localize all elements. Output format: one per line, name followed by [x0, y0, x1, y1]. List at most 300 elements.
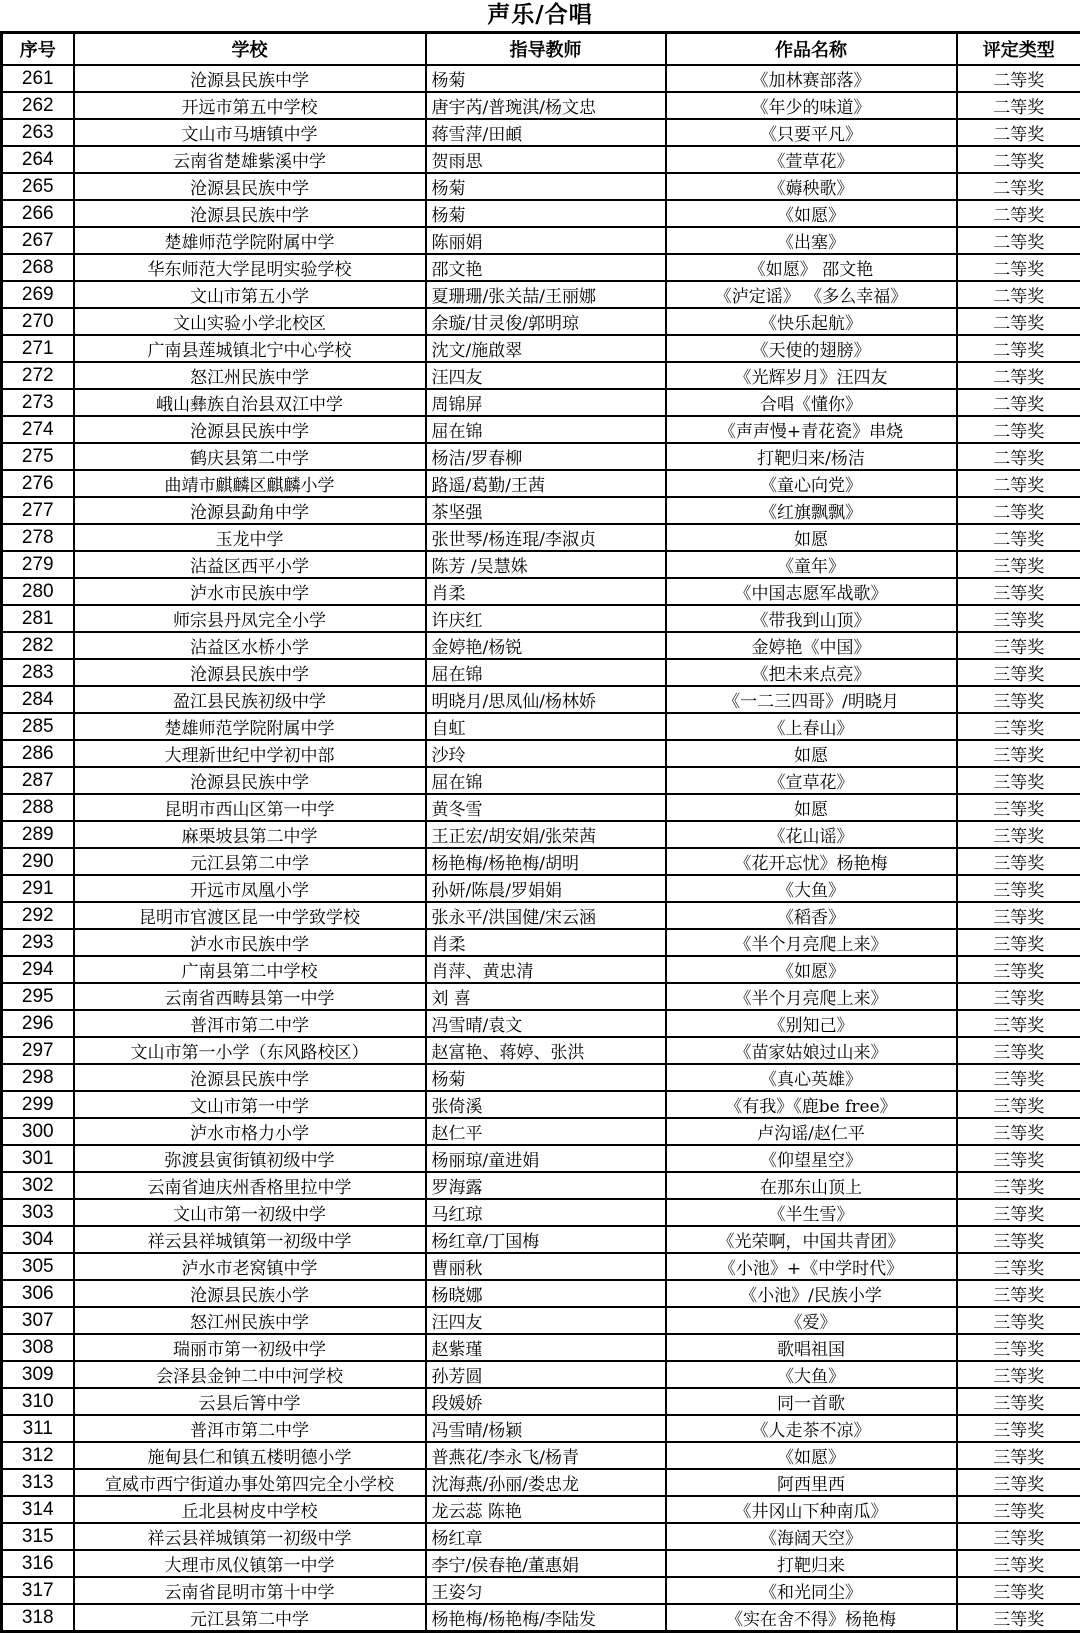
- cell-work: 《有我》《鹿be free》: [666, 1091, 957, 1118]
- cell-work: 《一二三四哥》/明晓月: [666, 686, 957, 713]
- cell-award: 二等奖: [957, 335, 1080, 362]
- cell-work: 《红旗飘飘》: [666, 497, 957, 524]
- cell-seq: 272: [2, 362, 74, 389]
- cell-seq: 306: [2, 1280, 74, 1307]
- cell-school: 昆明市西山区第一中学: [74, 794, 426, 821]
- cell-award: 二等奖: [957, 227, 1080, 254]
- cell-seq: 292: [2, 902, 74, 929]
- table-row: [2, 713, 1080, 740]
- cell-seq: 277: [2, 497, 74, 524]
- cell-award: 二等奖: [957, 119, 1080, 146]
- cell-work: 《光辉岁月》汪四友: [666, 362, 957, 389]
- cell-school: 祥云县祥城镇第一初级中学: [74, 1523, 426, 1550]
- cell-school: 普洱市第二中学: [74, 1415, 426, 1442]
- cell-work: 《把未来点亮》: [666, 659, 957, 686]
- cell-award: 二等奖: [957, 281, 1080, 308]
- cell-seq: 282: [2, 632, 74, 659]
- table-row: [2, 1604, 1080, 1632]
- cell-work: 《半个月亮爬上来》: [666, 983, 957, 1010]
- cell-school: 泸水市民族中学: [74, 929, 426, 956]
- cell-seq: 293: [2, 929, 74, 956]
- table-row: [2, 416, 1080, 443]
- cell-teacher: 赵仁平: [426, 1118, 666, 1145]
- cell-work: 歌唱祖国: [666, 1334, 957, 1361]
- cell-seq: 291: [2, 875, 74, 902]
- cell-work: 《大鱼》: [666, 875, 957, 902]
- cell-award: 三等奖: [957, 578, 1080, 605]
- cell-work: 《半个月亮爬上来》: [666, 929, 957, 956]
- cell-award: 三等奖: [957, 1442, 1080, 1469]
- table-row: [2, 1145, 1080, 1172]
- cell-school: 广南县第二中学校: [74, 956, 426, 983]
- table-row: [2, 1064, 1080, 1091]
- table-row: [2, 443, 1080, 470]
- cell-seq: 309: [2, 1361, 74, 1388]
- cell-seq: 311: [2, 1415, 74, 1442]
- cell-award: 三等奖: [957, 1118, 1080, 1145]
- cell-seq: 270: [2, 308, 74, 335]
- cell-work: 《如愿》: [666, 956, 957, 983]
- cell-school: 宣威市西宁街道办事处第四完全小学校: [74, 1469, 426, 1496]
- cell-teacher: 余璇/甘灵俊/郭明琼: [426, 308, 666, 335]
- table-row: [2, 1496, 1080, 1523]
- table-row: [2, 1091, 1080, 1118]
- cell-seq: 304: [2, 1226, 74, 1253]
- cell-seq: 266: [2, 200, 74, 227]
- cell-school: 元江县第二中学: [74, 1604, 426, 1632]
- cell-school: 玉龙中学: [74, 524, 426, 551]
- cell-school: 沧源县民族小学: [74, 1280, 426, 1307]
- cell-teacher: 刘 喜: [426, 983, 666, 1010]
- cell-award: 三等奖: [957, 1307, 1080, 1334]
- cell-award: 二等奖: [957, 254, 1080, 281]
- table-row: [2, 335, 1080, 362]
- cell-seq: 312: [2, 1442, 74, 1469]
- cell-work: 《薅秧歌》: [666, 173, 957, 200]
- cell-school: 怒江州民族中学: [74, 1307, 426, 1334]
- table-row: [2, 686, 1080, 713]
- table-row: [2, 1550, 1080, 1577]
- cell-school: 元江县第二中学: [74, 848, 426, 875]
- cell-teacher: 汪四友: [426, 362, 666, 389]
- cell-school: 文山实验小学北校区: [74, 308, 426, 335]
- cell-award: 三等奖: [957, 1550, 1080, 1577]
- cell-award: 三等奖: [957, 1037, 1080, 1064]
- cell-seq: 283: [2, 659, 74, 686]
- cell-teacher: 张永平/洪国健/宋云涵: [426, 902, 666, 929]
- cell-work: 《出塞》: [666, 227, 957, 254]
- cell-work: 《如愿》: [666, 200, 957, 227]
- column-header-teacher: 指导教师: [426, 33, 666, 66]
- cell-school: 泸水市老窝镇中学: [74, 1253, 426, 1280]
- cell-school: 曲靖市麒麟区麒麟小学: [74, 470, 426, 497]
- table-row: [2, 362, 1080, 389]
- cell-teacher: 杨丽琼/童进娟: [426, 1145, 666, 1172]
- cell-work: 《带我到山顶》: [666, 605, 957, 632]
- cell-seq: 298: [2, 1064, 74, 1091]
- cell-seq: 303: [2, 1199, 74, 1226]
- cell-award: 二等奖: [957, 524, 1080, 551]
- cell-teacher: 张倚溪: [426, 1091, 666, 1118]
- cell-work: 卢沟谣/赵仁平: [666, 1118, 957, 1145]
- cell-teacher: 屈在锦: [426, 767, 666, 794]
- cell-seq: 279: [2, 551, 74, 578]
- cell-school: 沧源县民族中学: [74, 767, 426, 794]
- cell-teacher: 沈文/施啟翠: [426, 335, 666, 362]
- cell-school: 麻栗坡县第二中学: [74, 821, 426, 848]
- cell-award: 二等奖: [957, 173, 1080, 200]
- cell-teacher: 杨菊: [426, 173, 666, 200]
- cell-award: 二等奖: [957, 443, 1080, 470]
- table-row: [2, 146, 1080, 173]
- table-row: [2, 227, 1080, 254]
- cell-teacher: 屈在锦: [426, 416, 666, 443]
- cell-award: 三等奖: [957, 1199, 1080, 1226]
- cell-teacher: 杨红章: [426, 1523, 666, 1550]
- cell-work: 《宣草花》: [666, 767, 957, 794]
- cell-school: 沧源县民族中学: [74, 173, 426, 200]
- cell-school: 沧源县民族中学: [74, 416, 426, 443]
- cell-teacher: 唐宇芮/普琬淇/杨文忠: [426, 92, 666, 119]
- table-row: [2, 1469, 1080, 1496]
- cell-award: 三等奖: [957, 983, 1080, 1010]
- cell-work: 《仰望星空》: [666, 1145, 957, 1172]
- cell-teacher: 杨菊: [426, 65, 666, 92]
- table-row: [2, 1361, 1080, 1388]
- table-row: [2, 659, 1080, 686]
- cell-teacher: 赵紫瑾: [426, 1334, 666, 1361]
- cell-teacher: 沙玲: [426, 740, 666, 767]
- cell-teacher: 杨红章/丁国梅: [426, 1226, 666, 1253]
- cell-award: 三等奖: [957, 1145, 1080, 1172]
- cell-work: 阿西里西: [666, 1469, 957, 1496]
- cell-teacher: 汪四友: [426, 1307, 666, 1334]
- column-header-work: 作品名称: [666, 33, 957, 66]
- cell-school: 沾益区水桥小学: [74, 632, 426, 659]
- cell-seq: 286: [2, 740, 74, 767]
- cell-seq: 263: [2, 119, 74, 146]
- cell-work: 《爱》: [666, 1307, 957, 1334]
- cell-school: 大理新世纪中学初中部: [74, 740, 426, 767]
- table-row: [2, 1118, 1080, 1145]
- table-row: [2, 794, 1080, 821]
- cell-seq: 316: [2, 1550, 74, 1577]
- cell-teacher: 马红琼: [426, 1199, 666, 1226]
- cell-teacher: 赵富艳、蒋婷、张洪: [426, 1037, 666, 1064]
- cell-seq: 276: [2, 470, 74, 497]
- cell-work: 《海阔天空》: [666, 1523, 957, 1550]
- table-row: [2, 1307, 1080, 1334]
- cell-seq: 264: [2, 146, 74, 173]
- cell-teacher: 曹丽秋: [426, 1253, 666, 1280]
- table-row: [2, 1199, 1080, 1226]
- cell-school: 会泽县金钟二中中河学校: [74, 1361, 426, 1388]
- cell-work: 《只要平凡》: [666, 119, 957, 146]
- cell-teacher: 杨洁/罗春柳: [426, 443, 666, 470]
- cell-award: 三等奖: [957, 1334, 1080, 1361]
- cell-school: 楚雄师范学院附属中学: [74, 227, 426, 254]
- cell-work: 《实在舍不得》杨艳梅: [666, 1604, 957, 1632]
- cell-work: 《别知己》: [666, 1010, 957, 1037]
- table-row: [2, 173, 1080, 200]
- cell-school: 沧源县民族中学: [74, 1064, 426, 1091]
- cell-teacher: 杨晓娜: [426, 1280, 666, 1307]
- table-row: [2, 767, 1080, 794]
- cell-seq: 275: [2, 443, 74, 470]
- cell-school: 云南省西畴县第一中学: [74, 983, 426, 1010]
- cell-school: 开远市第五中学校: [74, 92, 426, 119]
- cell-school: 华东师范大学昆明实验学校: [74, 254, 426, 281]
- cell-work: 《半生雪》: [666, 1199, 957, 1226]
- cell-work: 如愿: [666, 524, 957, 551]
- cell-award: 二等奖: [957, 416, 1080, 443]
- cell-seq: 302: [2, 1172, 74, 1199]
- table-row: [2, 1577, 1080, 1604]
- cell-teacher: 王姿匀: [426, 1577, 666, 1604]
- cell-award: 二等奖: [957, 497, 1080, 524]
- table-row: [2, 929, 1080, 956]
- cell-seq: 297: [2, 1037, 74, 1064]
- cell-school: 盈江县民族初级中学: [74, 686, 426, 713]
- cell-work: 打靶归来/杨洁: [666, 443, 957, 470]
- cell-school: 沧源县勐角中学: [74, 497, 426, 524]
- table-row: [2, 632, 1080, 659]
- cell-award: 三等奖: [957, 1226, 1080, 1253]
- cell-teacher: 冯雪晴/袁文: [426, 1010, 666, 1037]
- cell-seq: 288: [2, 794, 74, 821]
- cell-work: 如愿: [666, 794, 957, 821]
- cell-seq: 261: [2, 65, 74, 92]
- cell-seq: 273: [2, 389, 74, 416]
- cell-teacher: 贺雨思: [426, 146, 666, 173]
- cell-award: 三等奖: [957, 848, 1080, 875]
- cell-award: 三等奖: [957, 1604, 1080, 1632]
- cell-school: 祥云县祥城镇第一初级中学: [74, 1226, 426, 1253]
- table-row: [2, 1388, 1080, 1415]
- cell-school: 云南省楚雄紫溪中学: [74, 146, 426, 173]
- cell-seq: 305: [2, 1253, 74, 1280]
- cell-school: 昆明市官渡区昆一中学致学校: [74, 902, 426, 929]
- cell-school: 文山市第一中学: [74, 1091, 426, 1118]
- table-row: [2, 1037, 1080, 1064]
- cell-teacher: 邵文艳: [426, 254, 666, 281]
- table-row: [2, 848, 1080, 875]
- cell-teacher: 自虹: [426, 713, 666, 740]
- cell-work: 《和光同尘》: [666, 1577, 957, 1604]
- cell-work: 打靶归来: [666, 1550, 957, 1577]
- cell-seq: 274: [2, 416, 74, 443]
- header-row: [2, 33, 1080, 66]
- cell-seq: 268: [2, 254, 74, 281]
- cell-teacher: 杨菊: [426, 200, 666, 227]
- cell-work: 《苗家姑娘过山来》: [666, 1037, 957, 1064]
- awards-table: [0, 31, 1080, 1633]
- table-row: [2, 956, 1080, 983]
- table-row: [2, 200, 1080, 227]
- table-row: [2, 1280, 1080, 1307]
- table-header: [2, 33, 1080, 66]
- page-title: 声乐/合唱: [0, 0, 1080, 31]
- table-row: [2, 821, 1080, 848]
- table-row: [2, 1172, 1080, 1199]
- cell-school: 师宗县丹凤完全小学: [74, 605, 426, 632]
- cell-school: 大理市凤仪镇第一中学: [74, 1550, 426, 1577]
- cell-teacher: 明晓月/思凤仙/杨林娇: [426, 686, 666, 713]
- table-row: [2, 983, 1080, 1010]
- cell-work: 《上春山》: [666, 713, 957, 740]
- cell-teacher: 肖柔: [426, 929, 666, 956]
- cell-seq: 262: [2, 92, 74, 119]
- table-row: [2, 875, 1080, 902]
- cell-award: 二等奖: [957, 470, 1080, 497]
- cell-work: 《童心向党》: [666, 470, 957, 497]
- cell-school: 文山市马塘镇中学: [74, 119, 426, 146]
- cell-work: 《如愿》: [666, 1442, 957, 1469]
- cell-school: 文山市第五小学: [74, 281, 426, 308]
- cell-teacher: 张世琴/杨连琨/李淑贞: [426, 524, 666, 551]
- cell-school: 开远市凤凰小学: [74, 875, 426, 902]
- cell-seq: 310: [2, 1388, 74, 1415]
- cell-work: 《光荣啊，中国共青团》: [666, 1226, 957, 1253]
- table-row: [2, 308, 1080, 335]
- cell-seq: 308: [2, 1334, 74, 1361]
- cell-seq: 269: [2, 281, 74, 308]
- cell-award: 三等奖: [957, 1172, 1080, 1199]
- cell-award: 二等奖: [957, 389, 1080, 416]
- table-row: [2, 254, 1080, 281]
- cell-award: 三等奖: [957, 1091, 1080, 1118]
- table-row: [2, 1442, 1080, 1469]
- cell-work: 《小池》/民族小学: [666, 1280, 957, 1307]
- cell-school: 瑞丽市第一初级中学: [74, 1334, 426, 1361]
- cell-seq: 278: [2, 524, 74, 551]
- cell-teacher: 杨艳梅/杨艳梅/李陆发: [426, 1604, 666, 1632]
- cell-seq: 295: [2, 983, 74, 1010]
- cell-teacher: 蒋雪萍/田頔: [426, 119, 666, 146]
- cell-award: 三等奖: [957, 659, 1080, 686]
- cell-seq: 296: [2, 1010, 74, 1037]
- cell-teacher: 肖柔: [426, 578, 666, 605]
- table-row: [2, 605, 1080, 632]
- table-row: [2, 1334, 1080, 1361]
- cell-award: 三等奖: [957, 1415, 1080, 1442]
- cell-school: 沾益区西平小学: [74, 551, 426, 578]
- cell-teacher: 茶坚强: [426, 497, 666, 524]
- cell-award: 二等奖: [957, 146, 1080, 173]
- cell-school: 沧源县民族中学: [74, 659, 426, 686]
- cell-teacher: 罗海露: [426, 1172, 666, 1199]
- table-row: [2, 578, 1080, 605]
- table-row: [2, 119, 1080, 146]
- cell-award: 二等奖: [957, 92, 1080, 119]
- cell-seq: 314: [2, 1496, 74, 1523]
- cell-school: 文山市第一初级中学: [74, 1199, 426, 1226]
- cell-school: 云南省迪庆州香格里拉中学: [74, 1172, 426, 1199]
- cell-work: 《快乐起航》: [666, 308, 957, 335]
- cell-teacher: 陈丽娟: [426, 227, 666, 254]
- cell-award: 三等奖: [957, 1280, 1080, 1307]
- cell-school: 文山市第一小学（东风路校区）: [74, 1037, 426, 1064]
- cell-award: 三等奖: [957, 1253, 1080, 1280]
- cell-teacher: 杨菊: [426, 1064, 666, 1091]
- table-row: [2, 1523, 1080, 1550]
- cell-seq: 299: [2, 1091, 74, 1118]
- cell-work: 《人走茶不凉》: [666, 1415, 957, 1442]
- cell-seq: 315: [2, 1523, 74, 1550]
- column-header-seq: 序号: [2, 33, 74, 66]
- cell-seq: 265: [2, 173, 74, 200]
- cell-award: 三等奖: [957, 740, 1080, 767]
- cell-teacher: 普燕花/李永飞/杨青: [426, 1442, 666, 1469]
- cell-award: 三等奖: [957, 632, 1080, 659]
- cell-award: 三等奖: [957, 929, 1080, 956]
- cell-award: 三等奖: [957, 1361, 1080, 1388]
- cell-award: 三等奖: [957, 767, 1080, 794]
- cell-work: 《花山谣》: [666, 821, 957, 848]
- cell-award: 三等奖: [957, 1064, 1080, 1091]
- table-row: [2, 1226, 1080, 1253]
- table-row: [2, 551, 1080, 578]
- cell-seq: 287: [2, 767, 74, 794]
- table-row: [2, 65, 1080, 92]
- table-row: [2, 1010, 1080, 1037]
- cell-seq: 271: [2, 335, 74, 362]
- cell-award: 三等奖: [957, 902, 1080, 929]
- cell-work: 《童年》: [666, 551, 957, 578]
- cell-seq: 301: [2, 1145, 74, 1172]
- cell-award: 三等奖: [957, 1010, 1080, 1037]
- table-row: [2, 524, 1080, 551]
- cell-school: 楚雄师范学院附属中学: [74, 713, 426, 740]
- cell-work: 合唱《懂你》: [666, 389, 957, 416]
- cell-award: 三等奖: [957, 605, 1080, 632]
- cell-teacher: 孙芳圆: [426, 1361, 666, 1388]
- cell-work: 《泸定谣》 《多么幸福》: [666, 281, 957, 308]
- cell-award: 二等奖: [957, 200, 1080, 227]
- cell-work: 如愿: [666, 740, 957, 767]
- table-row: [2, 281, 1080, 308]
- cell-teacher: 段媛娇: [426, 1388, 666, 1415]
- table-row: [2, 470, 1080, 497]
- cell-teacher: 夏珊珊/张关喆/王丽娜: [426, 281, 666, 308]
- cell-teacher: 金婷艳/杨锐: [426, 632, 666, 659]
- table-row: [2, 92, 1080, 119]
- cell-seq: 318: [2, 1604, 74, 1632]
- cell-seq: 281: [2, 605, 74, 632]
- cell-work: 《年少的味道》: [666, 92, 957, 119]
- table-row: [2, 740, 1080, 767]
- cell-school: 弥渡县寅街镇初级中学: [74, 1145, 426, 1172]
- cell-school: 怒江州民族中学: [74, 362, 426, 389]
- cell-school: 泸水市格力小学: [74, 1118, 426, 1145]
- cell-teacher: 路遥/葛勤/王茜: [426, 470, 666, 497]
- cell-work: 《真心英雄》: [666, 1064, 957, 1091]
- table-body: [2, 65, 1080, 1632]
- cell-work: 《小池》+《中学时代》: [666, 1253, 957, 1280]
- cell-school: 泸水市民族中学: [74, 578, 426, 605]
- cell-school: 施甸县仁和镇五楼明德小学: [74, 1442, 426, 1469]
- cell-award: 二等奖: [957, 308, 1080, 335]
- cell-teacher: 冯雪晴/杨颖: [426, 1415, 666, 1442]
- cell-seq: 313: [2, 1469, 74, 1496]
- cell-work: 《声声慢+青花瓷》串烧: [666, 416, 957, 443]
- cell-award: 三等奖: [957, 686, 1080, 713]
- cell-work: 《萱草花》: [666, 146, 957, 173]
- cell-school: 沧源县民族中学: [74, 65, 426, 92]
- column-header-award: 评定类型: [957, 33, 1080, 66]
- cell-teacher: 杨艳梅/杨艳梅/胡明: [426, 848, 666, 875]
- cell-seq: 289: [2, 821, 74, 848]
